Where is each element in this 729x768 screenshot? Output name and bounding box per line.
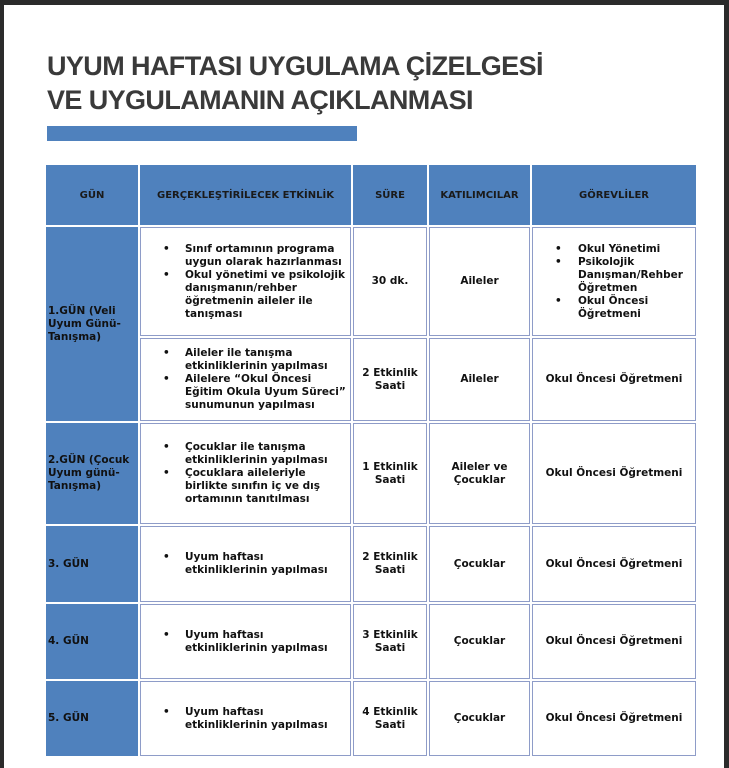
day-cell: 5. GÜN bbox=[46, 681, 138, 756]
activity-item: • Uyum haftası etkinliklerinin yapılması bbox=[185, 551, 336, 577]
activity-item: • Sınıf ortamının programa uygun olarak hazırlanması bbox=[185, 243, 350, 269]
duration-cell: 2 Etkinlik Saati bbox=[353, 526, 427, 602]
duration-cell: 2 Etkinlik Saati bbox=[353, 338, 427, 421]
activity-item: • Uyum haftası etkinliklerinin yapılması bbox=[185, 629, 336, 655]
header-katilimcilar: KATILIMCILAR bbox=[429, 165, 530, 225]
header-gorevliler: GÖREVLİLER bbox=[532, 165, 696, 225]
staff-cell: Okul Öncesi Öğretmeni bbox=[532, 423, 696, 524]
participants-cell: Aileler ve Çocuklar bbox=[429, 423, 530, 524]
staff-cell: Okul Öncesi Öğretmeni bbox=[532, 338, 696, 421]
table-row bbox=[46, 526, 696, 602]
staff-item: • Okul Öncesi Öğretmeni bbox=[578, 295, 695, 321]
activity-cell bbox=[140, 423, 351, 524]
header-gun: GÜN bbox=[46, 165, 138, 225]
staff-cell: Okul Öncesi Öğretmeni bbox=[532, 604, 696, 679]
day-cell: 3. GÜN bbox=[46, 526, 138, 602]
day-cell: 2.GÜN (Çocuk Uyum günü-Tanışma) bbox=[46, 423, 138, 524]
activity-item: • Okul yönetimi ve psikolojik danışmanın/rehber öğretmenin aileler ile tanışması bbox=[185, 269, 350, 321]
header-sure: SÜRE bbox=[353, 165, 427, 225]
activity-cell bbox=[140, 227, 351, 336]
day-cell: 4. GÜN bbox=[46, 604, 138, 679]
table-row bbox=[46, 227, 696, 336]
staff-item: • Psikolojik Danışman/Rehber Öğretmen bbox=[578, 256, 695, 295]
table-row bbox=[46, 604, 696, 679]
activity-item: • Çocuklara aileleriyle birlikte sınıfın iç ve dış ortamının tanıtılması bbox=[185, 467, 350, 506]
activity-cell bbox=[140, 681, 351, 756]
activity-cell bbox=[140, 604, 351, 679]
table-header-row bbox=[46, 165, 696, 225]
participants-cell: Aileler bbox=[429, 227, 530, 336]
activity-item: • Uyum haftası etkinliklerinin yapılması bbox=[185, 706, 336, 732]
page-title-line-2: VE UYGULAMANIN AÇIKLANMASI bbox=[47, 85, 473, 115]
duration-cell: 30 dk. bbox=[353, 227, 427, 336]
activity-cell bbox=[140, 338, 351, 421]
participants-cell: Çocuklar bbox=[429, 681, 530, 756]
staff-item: • Okul Yönetimi bbox=[578, 243, 695, 256]
activity-item: • Çocuklar ile tanışma etkinliklerinin yapılması bbox=[185, 441, 350, 467]
staff-cell: Okul Öncesi Öğretmeni bbox=[532, 681, 696, 756]
table-row bbox=[46, 338, 696, 421]
participants-cell: Çocuklar bbox=[429, 604, 530, 679]
table-row bbox=[46, 681, 696, 756]
day-cell: 1.GÜN (Veli Uyum Günü-Tanışma) bbox=[46, 227, 138, 421]
activity-item: • Aileler ile tanışma etkinliklerinin yapılması bbox=[185, 347, 350, 373]
title-accent-bar bbox=[47, 126, 357, 141]
duration-cell: 1 Etkinlik Saati bbox=[353, 423, 427, 524]
staff-cell bbox=[532, 227, 696, 336]
table-row bbox=[46, 423, 696, 524]
participants-cell: Aileler bbox=[429, 338, 530, 421]
duration-cell: 4 Etkinlik Saati bbox=[353, 681, 427, 756]
activity-cell bbox=[140, 526, 351, 602]
page-title-line-1: UYUM HAFTASI UYGULAMA ÇİZELGESİ bbox=[47, 51, 543, 81]
duration-cell: 3 Etkinlik Saati bbox=[353, 604, 427, 679]
header-etkinlik: GERÇEKLEŞTİRİLECEK ETKİNLİK bbox=[140, 165, 351, 225]
participants-cell: Çocuklar bbox=[429, 526, 530, 602]
activity-item: • Ailelere “Okul Öncesi Eğitim Okula Uyum Süreci” sunumunun yapılması bbox=[185, 373, 350, 412]
schedule-table bbox=[44, 163, 698, 758]
staff-cell: Okul Öncesi Öğretmeni bbox=[532, 526, 696, 602]
page-title bbox=[47, 49, 667, 117]
